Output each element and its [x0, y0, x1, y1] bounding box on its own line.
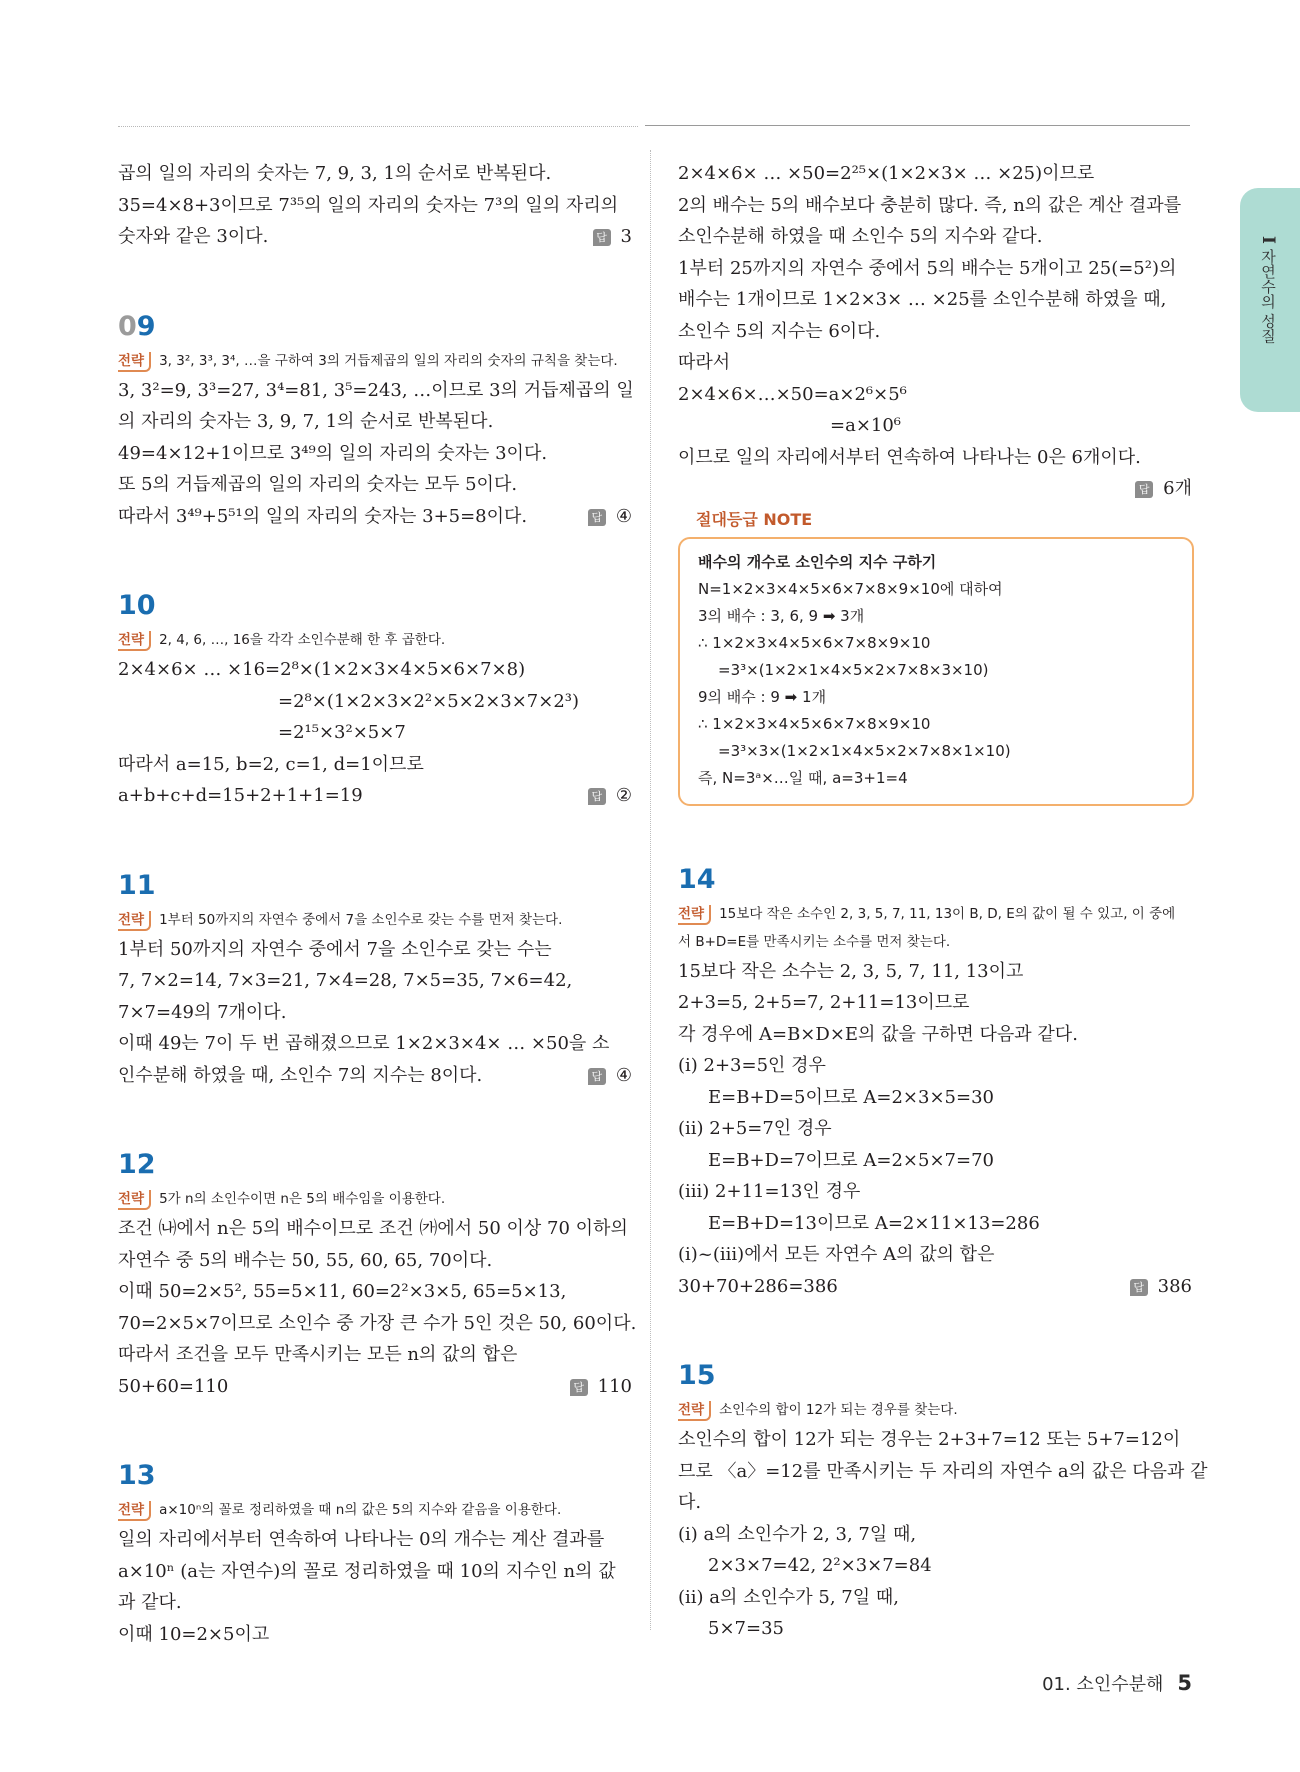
case-value: E=B+D=5이므로 A=2×3×5=30	[708, 1086, 994, 1108]
text-line: 소인수분해 하였을 때 소인수 5의 지수와 같다.	[678, 226, 1043, 247]
text-line: a×10ⁿ (a는 자연수)의 꼴로 정리하였을 때 10의 지수인 n의 값	[118, 1560, 616, 1582]
text-line: 49=4×12+1이므로 3⁴⁹의 일의 자리의 숫자는 3이다.	[118, 442, 548, 464]
answer-mark	[588, 1060, 632, 1092]
problem-number: 11	[118, 869, 156, 901]
answer-icon: 답	[1130, 1279, 1148, 1296]
case-line: (ⅱ) 2+5=7인 경우	[678, 1118, 832, 1139]
strategy-tag: 전략	[118, 1501, 151, 1521]
answer-icon: 답	[593, 229, 611, 246]
text: 50+60=110	[118, 1375, 229, 1397]
answer-mark	[1135, 473, 1192, 505]
note-line: ∴ 1×2×3×4×5×6×7×8×9×10	[698, 633, 931, 652]
strategy-text: 1부터 50까지의 자연수 중에서 7을 소인수로 갖는 수를 먼저 찾는다.	[159, 911, 563, 928]
text-line: 자연수 중 5의 배수는 50, 55, 60, 65, 70이다.	[118, 1249, 493, 1271]
strategy-line	[118, 1496, 632, 1524]
problem-number-digit: 9	[136, 310, 156, 342]
strategy-text: 2, 4, 6, …, 16을 각각 소인수분해 한 후 곱한다.	[159, 632, 446, 648]
chapter-title: 자연수의 성질	[1259, 248, 1277, 344]
problem-number: 10	[118, 590, 156, 621]
text-line: 2×4×6× … ×50=2²⁵×(1×2×3× … ×25)이므로	[678, 163, 1095, 184]
text-line: 15보다 작은 소수는 2, 3, 5, 7, 11, 13이고	[678, 960, 1024, 982]
equation-line: 2×4×6×…×50=a×2⁶×5⁶	[678, 383, 907, 405]
strategy-tag: 전략	[118, 911, 151, 931]
text-line: 일의 자리에서부터 연속하여 나타나는 0의 개수는 계산 결과를	[118, 1529, 605, 1550]
text-line: 소인수의 합이 12가 되는 경우는 2+3+7=12 또는 5+7=12이	[678, 1429, 1181, 1450]
answer-icon: 답	[1135, 481, 1153, 498]
case-line: (ⅱ) a의 소인수가 5, 7일 때,	[678, 1586, 899, 1608]
case-line: (ⅲ) 2+11=13인 경우	[678, 1181, 861, 1202]
text-line: 2+3=5, 2+5=7, 2+11=13이므로	[678, 992, 970, 1013]
text-line	[118, 780, 632, 812]
problem-number-digit: 0	[118, 310, 137, 342]
answer-value: 110	[597, 1375, 632, 1397]
column-divider	[650, 150, 651, 1630]
strategy-text: 3, 3², 3³, 3⁴, …을 구하여 3의 거듭제곱의 일의 자리의 숫자의 규칙을 찾는다.	[159, 352, 618, 369]
text-line: 다.	[678, 1492, 702, 1513]
text-line: 1부터 50까지의 자연수 중에서 7을 소인수로 갖는 수는	[118, 938, 552, 960]
case-value: E=B+D=13이므로 A=2×11×13=286	[708, 1212, 1040, 1234]
text-line: (ⅰ)~(ⅲ)에서 모든 자연수 A의 값의 합은	[678, 1244, 995, 1265]
answer-value: 6개	[1163, 478, 1192, 499]
strategy-line	[118, 906, 632, 934]
equation-line: =a×10⁶	[830, 415, 902, 436]
answer-value: ④	[615, 505, 632, 527]
equation-line: 2×4×6× … ×16=2⁸×(1×2×3×4×5×6×7×8)	[118, 659, 526, 680]
chapter-roman: I	[1258, 236, 1278, 244]
strategy-line	[678, 1396, 1192, 1424]
text: 인수분해 하였을 때, 소인수 7의 지수는 8이다.	[118, 1064, 483, 1086]
note-line: ∴ 1×2×3×4×5×6×7×8×9×10	[698, 714, 931, 733]
text-line: 따라서 a=15, b=2, c=1, d=1이므로	[118, 753, 424, 775]
text-line: 이므로 일의 자리에서부터 연속하여 나타나는 0은 6개이다.	[678, 446, 1141, 468]
strategy-tag: 전략	[678, 905, 711, 925]
case-value: 5×7=35	[708, 1618, 784, 1639]
answer-mark	[588, 501, 632, 533]
answer-icon: 답	[570, 1379, 588, 1396]
answer-icon: 답	[588, 788, 606, 805]
text-line	[118, 501, 632, 533]
text-line: 조건 ㈏에서 n은 5의 배수이므로 조건 ㈎에서 50 이상 70 이하의	[118, 1218, 628, 1239]
text: 따라서 3⁴⁹+5⁵¹의 일의 자리의 숫자는 3+5=8이다.	[118, 505, 528, 527]
strategy-text: 5가 n의 소인수이면 n은 5의 배수임을 이용한다.	[159, 1191, 446, 1207]
strategy-text: 소인수의 합이 12가 되는 경우를 찾는다.	[719, 1402, 958, 1418]
answer-mark	[588, 780, 632, 812]
text-line: 곱의 일의 자리의 숫자는 7, 9, 3, 1의 순서로 반복된다.	[118, 163, 552, 184]
note-line: =3³×3×(1×2×1×4×5×2×7×8×1×10)	[718, 741, 1011, 760]
note-line: =3³×(1×2×1×4×5×2×7×8×3×10)	[718, 660, 989, 679]
equation-line: =2¹⁵×3²×5×7	[278, 722, 406, 743]
text-line: 소인수 5의 지수는 6이다.	[678, 320, 881, 342]
text-line: 과 같다.	[118, 1592, 182, 1613]
text-line: 35=4×8+3이므로 7³⁵의 일의 자리의 숫자는 7³의 일의 자리의	[118, 194, 619, 216]
strategy-text: a×10ⁿ의 꼴로 정리하였을 때 n의 값은 5의 지수와 같음을 이용한다.	[159, 1502, 562, 1518]
text: 숫자와 같은 3이다.	[118, 226, 269, 247]
answer-value: ④	[615, 1064, 632, 1086]
problem-number: 13	[118, 1460, 156, 1491]
strategy-text: 15보다 작은 소수인 2, 3, 5, 7, 11, 13이 B, D, E의 값이 될 수 있고, 이 중에	[719, 905, 1176, 922]
answer-mark	[1130, 1271, 1192, 1303]
answer-icon: 답	[588, 1068, 606, 1085]
problem-number	[118, 309, 632, 345]
text-line: 7, 7×2=14, 7×3=21, 7×4=28, 7×5=35, 7×6=42,	[118, 970, 573, 991]
top-rule-left	[118, 126, 638, 127]
text-line: 7×7=49의 7개이다.	[118, 1001, 287, 1023]
case-line: (ⅰ) a의 소인수가 2, 3, 7일 때,	[678, 1523, 917, 1545]
text-line: 이때 49는 7이 두 번 곱해졌으므로 1×2×3×4× … ×50을 소	[118, 1033, 610, 1054]
text-line: 의 자리의 숫자는 3, 9, 7, 1의 순서로 반복된다.	[118, 411, 494, 432]
equation-line: =2⁸×(1×2×3×2²×5×2×3×7×2³)	[278, 690, 580, 712]
note-title: 배수의 개수로 소인수의 지수 구하기	[698, 552, 937, 571]
strategy-line: 서 B+D=E를 만족시키는 소수를 먼저 찾는다.	[678, 933, 951, 950]
text-line: 이때 50=2×5², 55=5×11, 60=2²×3×5, 65=5×13,	[118, 1281, 567, 1302]
strategy-line	[118, 347, 632, 375]
text-line	[118, 1060, 632, 1092]
problem-number: 15	[678, 1360, 716, 1391]
problem-number: 14	[678, 863, 716, 895]
strategy-line	[118, 1185, 632, 1213]
page-number: 5	[1177, 1671, 1192, 1695]
text-line: 1부터 25까지의 자연수 중에서 5의 배수는 5개이고 25(=5²)의	[678, 257, 1177, 279]
strategy-line	[118, 626, 632, 654]
note-header: 절대등급 NOTE	[696, 509, 813, 529]
text-line	[118, 221, 632, 253]
problem-number: 12	[118, 1149, 156, 1180]
answer-mark	[593, 221, 632, 253]
answer-icon: 답	[588, 509, 606, 526]
strategy-tag: 전략	[678, 1401, 711, 1421]
text: a+b+c+d=15+2+1+1=19	[118, 785, 363, 806]
strategy-line	[678, 900, 1192, 928]
left-column	[118, 158, 637, 1650]
note-box	[678, 537, 1194, 806]
text-line: 따라서	[678, 352, 731, 373]
strategy-tag: 전략	[118, 1190, 151, 1210]
text-line: 70=2×5×7이므로 소인수 중 가장 큰 수가 5인 것은 50, 60이다.	[118, 1312, 637, 1334]
text: 30+70+286=386	[678, 1275, 838, 1297]
text-line: 배수는 1개이므로 1×2×3× … ×25를 소인수분해 하였을 때,	[678, 289, 1167, 310]
right-column	[678, 158, 1208, 1645]
note-line: 즉, N=3ᵃ×…일 때, a=3+1=4	[698, 768, 908, 787]
case-value: 2×3×7=42, 2²×3×7=84	[708, 1555, 932, 1576]
case-value: E=B+D=7이므로 A=2×5×7=70	[708, 1149, 994, 1171]
note-line: 9의 배수 : 9 ➡ 1개	[698, 687, 827, 706]
answer-value: ②	[615, 785, 632, 806]
text-line	[678, 1271, 1192, 1303]
answer-value: 386	[1157, 1275, 1192, 1297]
note-line: N=1×2×3×4×5×6×7×8×9×10에 대하여	[698, 579, 1003, 598]
text-line: 또 5의 거듭제곱의 일의 자리의 숫자는 모두 5이다.	[118, 474, 518, 495]
text-line: 각 경우에 A=B×D×E의 값을 구하면 다음과 같다.	[678, 1023, 1078, 1045]
text-line: 3, 3²=9, 3³=27, 3⁴=81, 3⁵=243, …이므로 3의 거듭제곱의 일	[118, 379, 634, 401]
text-line	[118, 1371, 632, 1403]
text-line: 이때 10=2×5이고	[118, 1623, 270, 1645]
case-line: (ⅰ) 2+3=5인 경우	[678, 1055, 826, 1076]
strategy-tag: 전략	[118, 352, 151, 372]
answer-value: 3	[620, 226, 632, 247]
chapter-side-label	[1258, 236, 1279, 344]
text-line: 2의 배수는 5의 배수보다 충분히 많다. 즉, n의 값은 계산 결과를	[678, 194, 1182, 216]
page-footer	[1042, 1670, 1192, 1696]
note-line: 3의 배수 : 3, 6, 9 ➡ 3개	[698, 606, 865, 625]
answer-mark	[570, 1371, 632, 1403]
top-rule-right	[645, 125, 1190, 126]
footer-chapter: 01. 소인수분해	[1042, 1674, 1164, 1695]
strategy-tag: 전략	[118, 631, 151, 651]
text-line	[678, 473, 1192, 505]
text-line: 따라서 조건을 모두 만족시키는 모든 n의 값의 합은	[118, 1344, 518, 1365]
text-line: 므로 〈a〉=12를 만족시키는 두 자리의 자연수 a의 값은 다음과 같	[678, 1460, 1208, 1482]
